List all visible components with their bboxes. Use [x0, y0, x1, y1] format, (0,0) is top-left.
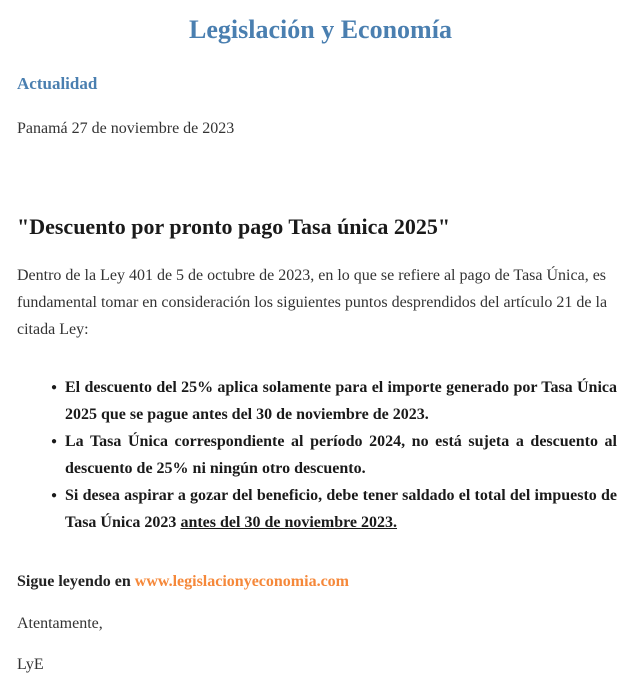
- follow-label: Sigue leyendo en: [17, 573, 135, 590]
- list-item: [17, 374, 617, 428]
- dateline: Panamá 27 de noviembre de 2023: [17, 120, 235, 137]
- site-title: Legislación y Economía: [189, 15, 452, 44]
- bullet-icon: ●: [51, 436, 58, 447]
- website-link[interactable]: www.legislacionyeconomia.com: [134, 573, 349, 590]
- article-headline: "Descuento por pronto pago Tasa única 2025": [17, 214, 451, 239]
- list-item: [17, 428, 617, 482]
- bullet-icon: ●: [51, 490, 58, 501]
- key-points-list: [17, 374, 617, 536]
- point-text: Si desea aspirar a gozar del beneficio, debe tener saldado el total del impuesto de Tasa Única 2023: [65, 487, 617, 531]
- list-item: [17, 482, 617, 536]
- deadline-emphasis: antes del 30 de noviembre 2023.: [180, 514, 398, 531]
- follow-up-line: [17, 571, 349, 593]
- closing-text: Atentamente,: [17, 615, 103, 632]
- section-label: Actualidad: [17, 74, 98, 93]
- bullet-icon: ●: [51, 382, 58, 393]
- point-text: El descuento del 25% aplica solamente para el importe generado por Tasa Única 2025 que se pague antes del 30 de noviembre de 2023.: [65, 379, 617, 423]
- point-text: La Tasa Única correspondiente al período 2024, no está sujeta a descuento al descuento de 25% ni ningún otro descuento.: [65, 433, 617, 477]
- signature: LyE: [17, 656, 44, 673]
- article-intro: Dentro de la Ley 401 de 5 de octubre de 2023, en lo que se refiere al pago de Tasa Única, es fundamental tomar en consideración los siguientes puntos desprendidos del artículo 21 de la citada Ley:: [17, 267, 608, 338]
